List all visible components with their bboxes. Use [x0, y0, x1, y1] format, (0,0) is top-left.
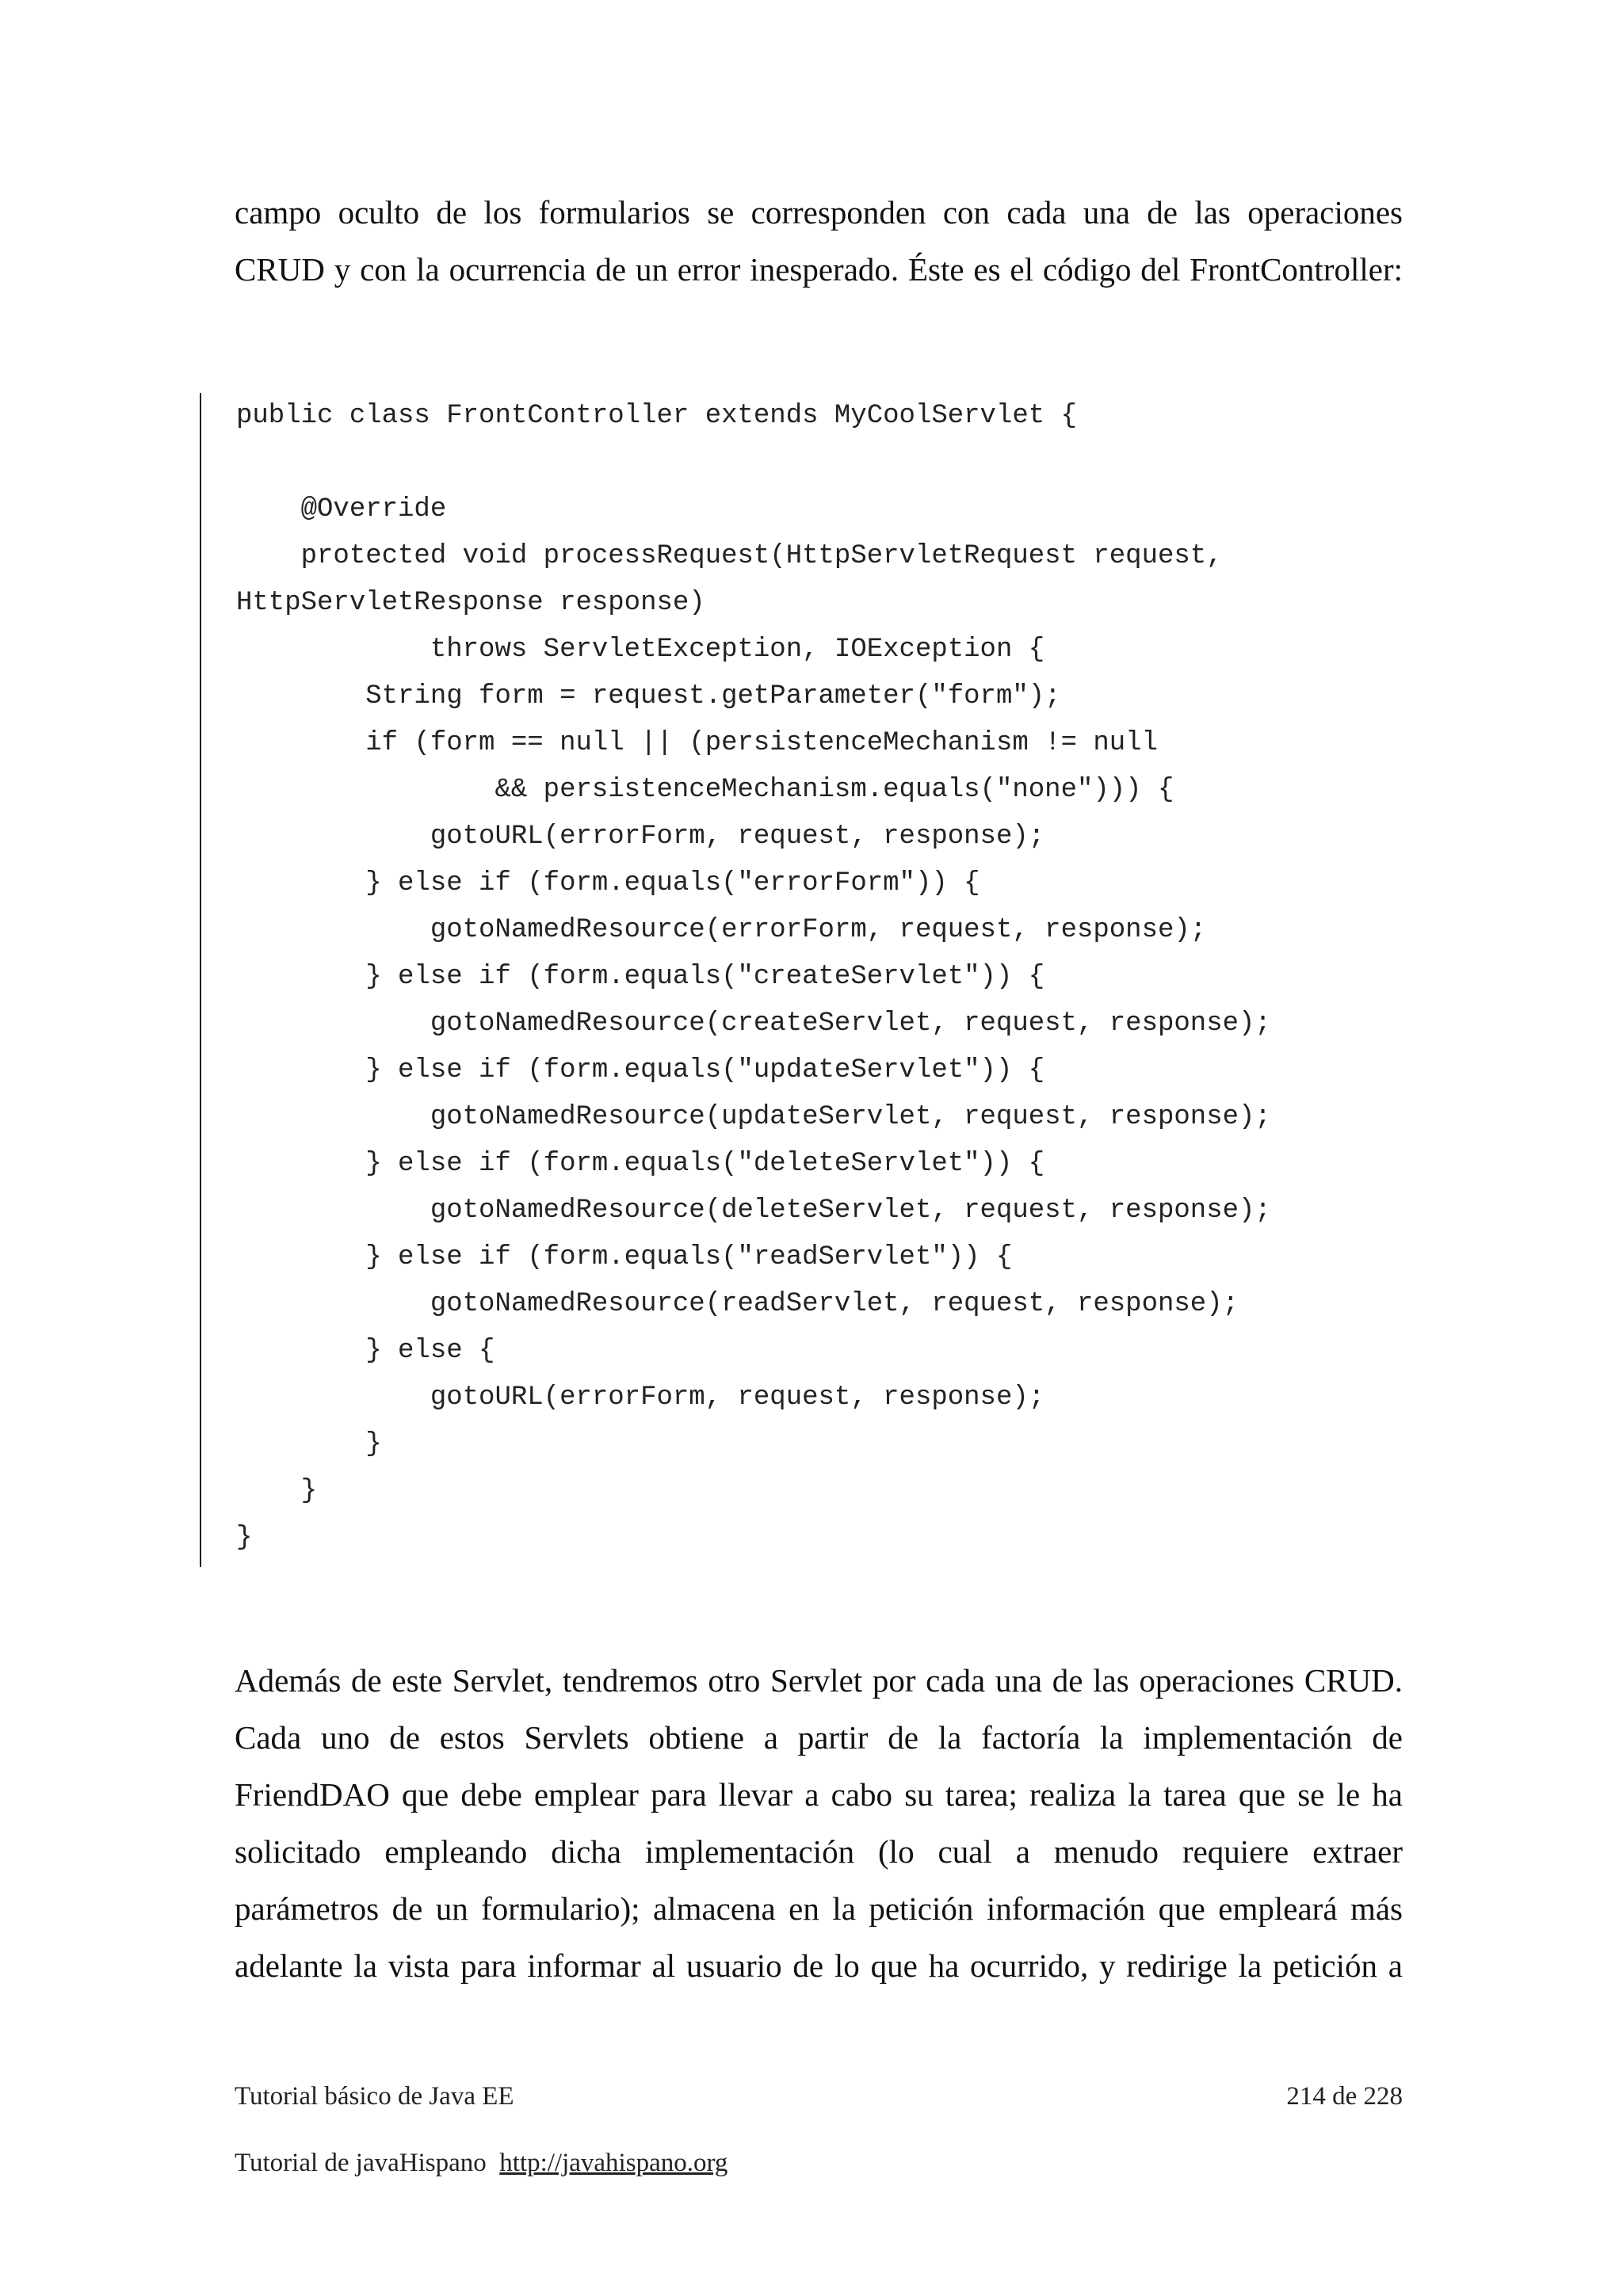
code-line: } else if (form.equals("updateServlet")) {	[236, 1055, 1045, 1085]
body-line-6: adelante la vista para informar al usuario de lo que ha ocurrido, y redirige la petición a	[235, 1947, 1403, 1984]
code-line: throws ServletException, IOException {	[236, 635, 1045, 665]
code-line: } else if (form.equals("errorForm")) {	[236, 868, 980, 898]
code-line: } else if (form.equals("deleteServlet")) {	[236, 1149, 1045, 1179]
page-number: 214	[1286, 2082, 1326, 2111]
body-line-5: parámetros de un formulario); almacena en la petición información que empleará más	[235, 1890, 1403, 1927]
code-line: gotoNamedResource(createServlet, request, response);	[236, 1009, 1271, 1039]
intro-line-1: campo oculto de los formularios se corresponden con cada una de las operaciones	[235, 194, 1403, 231]
code-line: } else if (form.equals("readServlet")) {	[236, 1242, 1013, 1272]
code-line: @Override	[236, 494, 447, 524]
code-line: }	[236, 1476, 318, 1506]
code-line: gotoURL(errorForm, request, response);	[236, 1383, 1045, 1413]
code-line: } else if (form.equals("createServlet")) {	[236, 962, 1045, 992]
footer-link[interactable]: http://javahispano.org	[499, 2149, 728, 2177]
page-number-indicator	[1286, 2082, 1403, 2111]
code-line: if (form == null || (persistenceMechanism != null	[236, 728, 1158, 758]
body-line-3: FriendDAO que debe emplear para llevar a cabo su tarea; realiza la tarea que se le ha	[235, 1776, 1403, 1813]
code-line: }	[236, 1429, 382, 1459]
code-line: && persistenceMechanism.equals("none"))) {	[236, 775, 1174, 805]
body-line-4: solicitado empleando dicha implementación (lo cual a menudo requiere extraer	[235, 1833, 1403, 1870]
page-separator: de	[1332, 2082, 1358, 2111]
code-line: public class FrontController extends MyCoolServlet {	[236, 401, 1077, 431]
code-line: }	[236, 1523, 253, 1553]
footer-title: Tutorial básico de Java EE	[235, 2082, 514, 2111]
page-total: 228	[1363, 2082, 1403, 2111]
code-line: gotoNamedResource(updateServlet, request, response);	[236, 1102, 1271, 1132]
code-line: gotoNamedResource(errorForm, request, response);	[236, 915, 1207, 945]
code-line: protected void processRequest(HttpServletRequest request,	[236, 541, 1223, 571]
code-line: String form = request.getParameter("form");	[236, 681, 1061, 711]
footer-credit: Tutorial de javaHispano	[235, 2149, 487, 2177]
body-line-1: Además de este Servlet, tendremos otro Servlet por cada una de las operaciones CRUD.	[235, 1662, 1403, 1699]
code-line: gotoURL(errorForm, request, response);	[236, 822, 1045, 852]
body-paragraph	[235, 1652, 1403, 1994]
footer-credit-line	[235, 2149, 1403, 2178]
intro-paragraph	[235, 184, 1403, 298]
code-line: gotoNamedResource(deleteServlet, request, response);	[236, 1196, 1271, 1226]
code-line: } else {	[236, 1336, 495, 1366]
code-listing	[200, 393, 1469, 1567]
code-text	[236, 393, 1271, 1562]
body-line-2: Cada uno de estos Servlets obtiene a partir de la factoría la implementación de	[235, 1719, 1403, 1756]
code-line: HttpServletResponse response)	[236, 588, 705, 618]
intro-line-2: CRUD y con la ocurrencia de un error inesperado. Éste es el código del FrontController:	[235, 251, 1403, 288]
code-line: gotoNamedResource(readServlet, request, response);	[236, 1289, 1239, 1319]
